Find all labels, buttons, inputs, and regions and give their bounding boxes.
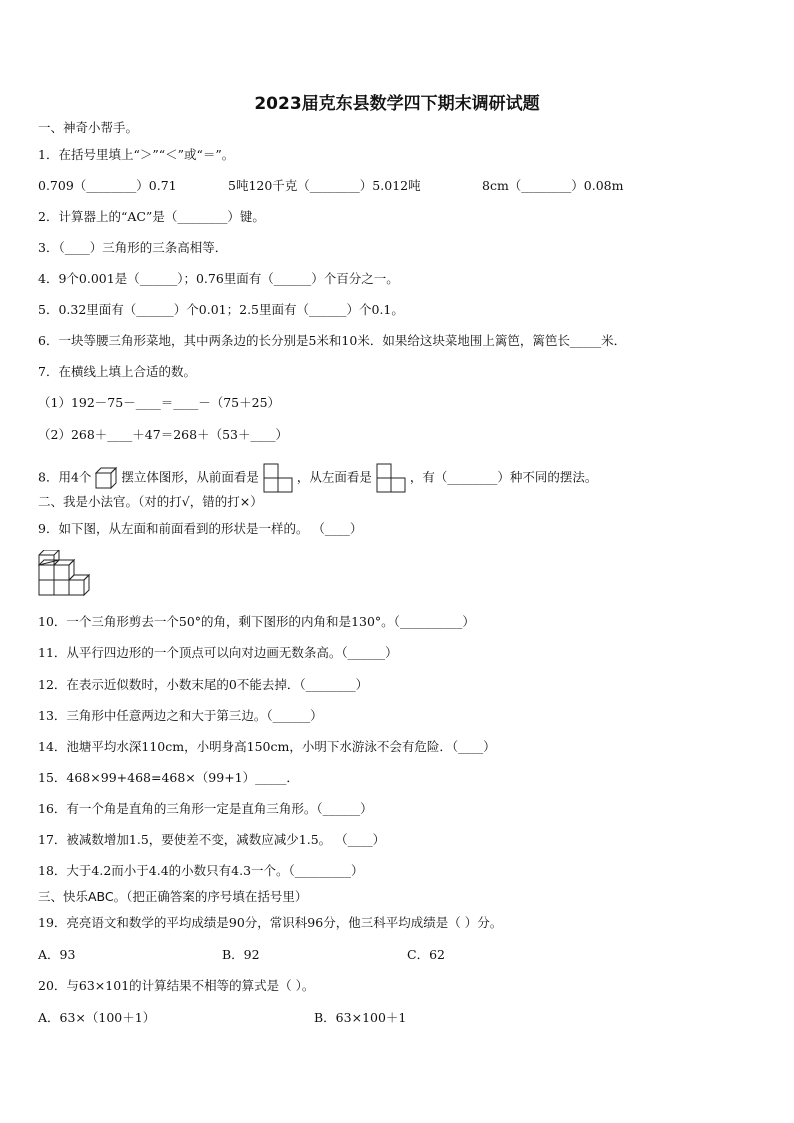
question-8-text-end: ，有（________）种不同的摆法。 <box>409 469 598 485</box>
question-1-part-c: 8cm（________）0.08m <box>482 178 624 193</box>
question-1: 1．在括号里填上“＞”“＜”或“＝”。 <box>38 147 235 162</box>
question-11: 11．从平行四边形的一个顶点可以向对边画无数条高。（______） <box>38 645 398 660</box>
front-view-icon <box>263 463 293 493</box>
question-7-part-1: （1）192－75－____＝____－（75＋25） <box>38 395 281 410</box>
question-8-text-left: ，从左面看是 <box>296 469 372 485</box>
page-title: 2023届克东县数学四下期末调研试题 <box>254 94 540 114</box>
question-8-text-front: 摆立体图形，从前面看是 <box>121 469 259 485</box>
question-19-option-b: B．92 <box>222 947 260 962</box>
question-1-part-b: 5吨120千克（________）5.012吨 <box>228 178 421 193</box>
question-7: 7．在横线上填上合适的数。 <box>38 364 196 379</box>
question-16: 16．有一个角是直角的三角形一定是直角三角形。（______） <box>38 801 373 816</box>
question-18: 18．大于4.2而小于4.4的小数只有4.3一个。（_________） <box>38 863 364 878</box>
question-19: 19．亮亮语文和数学的平均成绩是90分，常识科96分，他三科平均成绩是（ ）分。 <box>38 915 503 930</box>
question-9: 9．如下图，从左面和前面看到的形状是一样的。 （____） <box>38 521 363 536</box>
question-20: 20．与63×101的计算结果不相等的算式是（ ）。 <box>38 978 315 993</box>
question-8 <box>38 463 597 493</box>
question-15: 15．468×99+468=468×（99+1）_____． <box>38 770 299 785</box>
section-heading-3: 三、快乐ABC。（把正确答案的序号填在括号里） <box>38 889 308 904</box>
question-6: 6．一块等腰三角形菜地，其中两条边的长分别是5米和10米．如果给这块菜地围上篱笆，篱笆长_____米． <box>38 333 627 348</box>
question-7-part-2: （2）268＋____＋47＝268＋（53＋____） <box>38 427 288 442</box>
question-4: 4．9个0.001是（______）；0.76里面有（______）个百分之一。 <box>38 271 399 286</box>
question-5: 5．0.32里面有（______）个0.01；2.5里面有（______）个0.1。 <box>38 302 404 317</box>
question-1-part-a: 0.709（________）0.71 <box>38 178 177 193</box>
question-10: 10．一个三角形剪去一个50°的角，剩下图形的内角和是130°。（__________） <box>38 614 475 629</box>
question-3: 3．（____）三角形的三条高相等． <box>38 240 228 255</box>
question-2: 2．计算器上的“AC”是（________）键。 <box>38 209 265 224</box>
question-17: 17．被减数增加1.5，要使差不变，减数应减少1.5。 （____） <box>38 832 386 847</box>
cube-stack-figure <box>38 550 90 600</box>
question-14: 14．池塘平均水深110cm，小明身高150cm，小明下水游泳不会有危险．（____） <box>38 739 496 754</box>
left-view-icon <box>376 463 406 493</box>
question-20-option-b: B．63×100＋1 <box>314 1010 407 1025</box>
question-13: 13．三角形中任意两边之和大于第三边。（______） <box>38 708 323 723</box>
question-8-text-start: 8．用4个 <box>38 469 92 485</box>
question-20-option-a: A．63×（100＋1） <box>38 1010 156 1025</box>
question-19-option-a: A．93 <box>38 947 76 962</box>
section-heading-1: 一、神奇小帮手。 <box>38 120 139 135</box>
question-19-option-c: C．62 <box>407 947 445 962</box>
question-12: 12．在表示近似数时，小数末尾的0不能去掉．（________） <box>38 677 369 692</box>
section-heading-2: 二、我是小法官。（对的打√，错的打×） <box>38 494 263 509</box>
single-cube-icon <box>95 467 117 489</box>
